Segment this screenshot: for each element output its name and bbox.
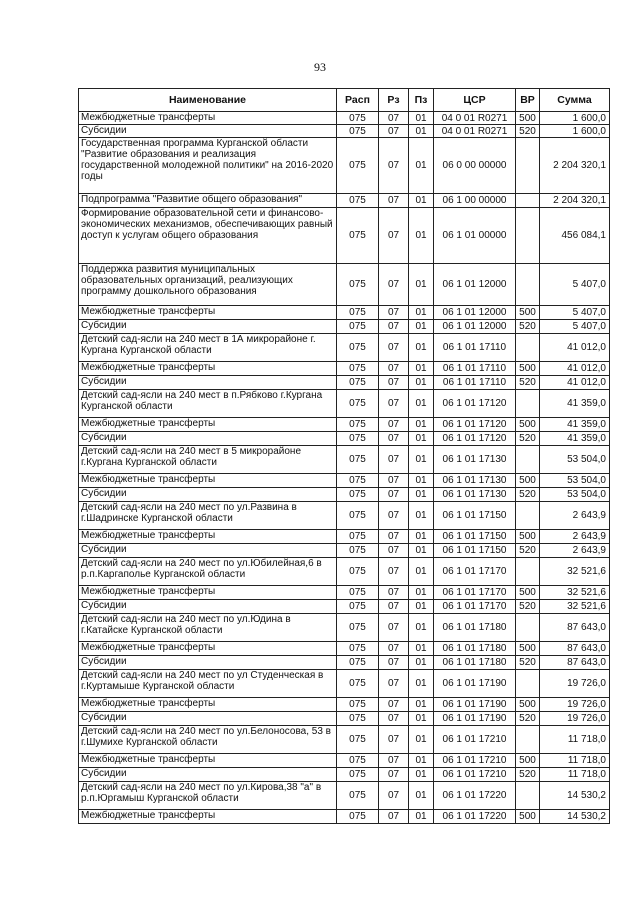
table-row [79,376,610,390]
cell-sum: 41 012,0 [540,376,610,390]
table-row [79,264,610,306]
cell-rasp: 075 [337,712,379,726]
cell-sum: 53 504,0 [540,488,610,502]
cell-csr: 06 1 01 17110 [434,362,516,376]
cell-rz: 07 [379,488,409,502]
cell-rz: 07 [379,264,409,306]
table-row [79,754,610,768]
cell-sum: 2 643,9 [540,544,610,558]
cell-vr: 520 [516,488,540,502]
cell-pz: 01 [409,112,434,125]
cell-csr: 06 1 01 17130 [434,488,516,502]
cell-name: Субсидии [79,432,337,446]
cell-pz: 01 [409,558,434,586]
cell-csr: 06 1 01 17220 [434,782,516,810]
table-row [79,474,610,488]
cell-rasp: 075 [337,768,379,782]
cell-rz: 07 [379,474,409,488]
cell-rz: 07 [379,362,409,376]
cell-pz: 01 [409,362,434,376]
cell-csr: 06 1 01 17170 [434,600,516,614]
cell-vr: 520 [516,432,540,446]
table-row [79,656,610,670]
cell-rz: 07 [379,194,409,208]
cell-csr: 06 1 01 17120 [434,418,516,432]
column-header-name: Наименование [79,89,337,112]
cell-sum: 1 600,0 [540,112,610,125]
cell-name: Межбюджетные трансферты [79,306,337,320]
cell-pz: 01 [409,698,434,712]
cell-sum: 11 718,0 [540,754,610,768]
cell-rasp: 075 [337,600,379,614]
cell-pz: 01 [409,614,434,642]
cell-name: Субсидии [79,768,337,782]
cell-rasp: 075 [337,544,379,558]
cell-rz: 07 [379,558,409,586]
cell-vr: 500 [516,474,540,488]
column-header-vr: ВР [516,89,540,112]
cell-csr: 06 1 01 17190 [434,712,516,726]
table-row [79,112,610,125]
cell-vr [516,390,540,418]
cell-pz: 01 [409,670,434,698]
cell-vr [516,446,540,474]
cell-name: Государственная программа Курганской области "Развитие образования и реализация государственной молодежной политики" на 2016-2020 годы [79,138,337,194]
cell-sum: 32 521,6 [540,600,610,614]
cell-csr: 06 1 01 17220 [434,810,516,824]
cell-pz: 01 [409,726,434,754]
cell-vr: 500 [516,362,540,376]
table-row [79,125,610,138]
budget-table [78,88,610,824]
table-row [79,334,610,362]
cell-pz: 01 [409,586,434,600]
cell-name: Субсидии [79,656,337,670]
table-row [79,768,610,782]
cell-vr: 500 [516,642,540,656]
cell-sum: 5 407,0 [540,306,610,320]
cell-csr: 06 1 01 12000 [434,306,516,320]
cell-sum: 87 643,0 [540,614,610,642]
cell-sum: 41 359,0 [540,432,610,446]
cell-rasp: 075 [337,488,379,502]
cell-csr: 06 1 01 17130 [434,474,516,488]
cell-rasp: 075 [337,112,379,125]
cell-rz: 07 [379,600,409,614]
cell-sum: 14 530,2 [540,782,610,810]
cell-rasp: 075 [337,264,379,306]
cell-csr: 06 1 01 17170 [434,586,516,600]
cell-name: Межбюджетные трансферты [79,642,337,656]
cell-vr [516,782,540,810]
cell-rz: 07 [379,530,409,544]
cell-pz: 01 [409,712,434,726]
table-row [79,726,610,754]
cell-name: Межбюджетные трансферты [79,586,337,600]
cell-rasp: 075 [337,194,379,208]
cell-rasp: 075 [337,390,379,418]
cell-vr: 500 [516,810,540,824]
cell-vr: 500 [516,306,540,320]
cell-pz: 01 [409,474,434,488]
cell-sum: 32 521,6 [540,558,610,586]
cell-rz: 07 [379,810,409,824]
cell-rasp: 075 [337,306,379,320]
cell-rz: 07 [379,782,409,810]
cell-name: Межбюджетные трансферты [79,754,337,768]
cell-name: Межбюджетные трансферты [79,112,337,125]
cell-vr [516,138,540,194]
table-row [79,418,610,432]
cell-rz: 07 [379,112,409,125]
cell-rasp: 075 [337,432,379,446]
table-row [79,362,610,376]
cell-sum: 19 726,0 [540,712,610,726]
cell-name: Детский сад-ясли на 240 мест по ул.Развина в г.Шадринске Курганской области [79,502,337,530]
cell-vr: 520 [516,768,540,782]
cell-csr: 06 1 01 17180 [434,614,516,642]
cell-vr [516,502,540,530]
cell-rz: 07 [379,376,409,390]
cell-name: Детский сад-ясли на 240 мест по ул.Юбилейная,6 в р.п.Каргаполье Курганской области [79,558,337,586]
cell-name: Детский сад-ясли на 240 мест по ул.Кирова,38 "а" в р.п.Юргамыш Курганской области [79,782,337,810]
cell-sum: 19 726,0 [540,698,610,712]
cell-vr: 500 [516,418,540,432]
cell-sum: 87 643,0 [540,656,610,670]
cell-sum: 5 407,0 [540,264,610,306]
column-header-pz: Пз [409,89,434,112]
cell-rasp: 075 [337,334,379,362]
cell-rz: 07 [379,446,409,474]
cell-pz: 01 [409,125,434,138]
column-header-rz: Рз [379,89,409,112]
cell-pz: 01 [409,488,434,502]
cell-csr: 06 1 01 17190 [434,670,516,698]
table-row [79,446,610,474]
cell-sum: 2 643,9 [540,530,610,544]
cell-rasp: 075 [337,642,379,656]
cell-csr: 06 1 01 17180 [434,642,516,656]
cell-pz: 01 [409,600,434,614]
cell-vr: 500 [516,754,540,768]
cell-sum: 456 084,1 [540,208,610,264]
table-row [79,558,610,586]
cell-vr [516,194,540,208]
cell-rasp: 075 [337,474,379,488]
cell-sum: 53 504,0 [540,446,610,474]
table-body [79,112,610,824]
cell-pz: 01 [409,320,434,334]
cell-rasp: 075 [337,656,379,670]
cell-pz: 01 [409,502,434,530]
cell-vr [516,334,540,362]
page-number: 93 [314,60,326,74]
cell-vr: 500 [516,698,540,712]
cell-rasp: 075 [337,810,379,824]
cell-sum: 5 407,0 [540,320,610,334]
cell-csr: 06 1 01 17110 [434,376,516,390]
cell-rz: 07 [379,614,409,642]
cell-rz: 07 [379,306,409,320]
cell-csr: 06 1 01 17150 [434,502,516,530]
cell-pz: 01 [409,418,434,432]
cell-vr [516,726,540,754]
cell-rz: 07 [379,432,409,446]
cell-rz: 07 [379,670,409,698]
cell-vr: 520 [516,125,540,138]
cell-rasp: 075 [337,614,379,642]
table-row [79,432,610,446]
cell-pz: 01 [409,432,434,446]
cell-sum: 11 718,0 [540,726,610,754]
cell-rz: 07 [379,138,409,194]
cell-pz: 01 [409,754,434,768]
cell-pz: 01 [409,208,434,264]
cell-rz: 07 [379,418,409,432]
cell-csr: 06 1 01 12000 [434,264,516,306]
table-row [79,530,610,544]
cell-csr: 06 1 01 17120 [434,432,516,446]
cell-vr [516,614,540,642]
cell-sum: 19 726,0 [540,670,610,698]
cell-csr: 06 1 01 17180 [434,656,516,670]
cell-sum: 11 718,0 [540,768,610,782]
cell-rz: 07 [379,390,409,418]
cell-name: Субсидии [79,544,337,558]
cell-sum: 14 530,2 [540,810,610,824]
table-row [79,586,610,600]
cell-csr: 06 1 01 17150 [434,530,516,544]
cell-name: Субсидии [79,600,337,614]
cell-name: Детский сад-ясли на 240 мест в 5 микрорайоне г.Кургана Курганской области [79,446,337,474]
cell-vr: 500 [516,530,540,544]
cell-pz: 01 [409,376,434,390]
table-row [79,390,610,418]
cell-name: Субсидии [79,712,337,726]
table-row [79,208,610,264]
cell-name: Детский сад-ясли на 240 мест по ул Студенческая в г.Куртамыше Курганской области [79,670,337,698]
cell-vr [516,208,540,264]
table-row [79,194,610,208]
table-header-row [79,89,610,112]
cell-rz: 07 [379,754,409,768]
cell-rz: 07 [379,586,409,600]
cell-vr: 500 [516,586,540,600]
cell-sum: 2 204 320,1 [540,138,610,194]
table-row [79,320,610,334]
cell-name: Субсидии [79,488,337,502]
table-row [79,698,610,712]
cell-rz: 07 [379,726,409,754]
table-row [79,502,610,530]
table-row [79,138,610,194]
cell-csr: 06 1 01 17210 [434,754,516,768]
cell-csr: 06 1 01 17210 [434,726,516,754]
cell-pz: 01 [409,306,434,320]
cell-sum: 41 359,0 [540,390,610,418]
cell-rasp: 075 [337,125,379,138]
cell-pz: 01 [409,642,434,656]
cell-rasp: 075 [337,320,379,334]
cell-name: Поддержка развития муниципальных образовательных организаций, реализующих программу дошкольного образования [79,264,337,306]
cell-sum: 41 359,0 [540,418,610,432]
cell-rz: 07 [379,712,409,726]
cell-rasp: 075 [337,362,379,376]
cell-pz: 01 [409,194,434,208]
cell-csr: 04 0 01 R0271 [434,125,516,138]
cell-sum: 87 643,0 [540,642,610,656]
table-row [79,712,610,726]
table-row [79,600,610,614]
table-row [79,614,610,642]
cell-csr: 06 1 01 17190 [434,698,516,712]
cell-name: Межбюджетные трансферты [79,362,337,376]
cell-rasp: 075 [337,754,379,768]
cell-pz: 01 [409,446,434,474]
table-row [79,642,610,656]
cell-name: Подпрограмма "Развитие общего образования" [79,194,337,208]
cell-rz: 07 [379,334,409,362]
cell-rasp: 075 [337,726,379,754]
cell-pz: 01 [409,544,434,558]
cell-rasp: 075 [337,446,379,474]
cell-name: Формирование образовательной сети и финансово-экономических механизмов, обеспечивающих равный доступ к услугам общего образования [79,208,337,264]
cell-pz: 01 [409,264,434,306]
cell-csr: 04 0 01 R0271 [434,112,516,125]
cell-sum: 41 012,0 [540,334,610,362]
cell-sum: 2 643,9 [540,502,610,530]
cell-rasp: 075 [337,208,379,264]
cell-pz: 01 [409,656,434,670]
cell-name: Детский сад-ясли на 240 мест по ул.Юдина в г.Катайске Курганской области [79,614,337,642]
cell-vr: 520 [516,656,540,670]
cell-rz: 07 [379,642,409,656]
cell-name: Детский сад-ясли на 240 мест по ул.Белоносова, 53 в г.Шумихе Курганской области [79,726,337,754]
cell-rz: 07 [379,125,409,138]
cell-name: Межбюджетные трансферты [79,810,337,824]
cell-rasp: 075 [337,418,379,432]
cell-rasp: 075 [337,698,379,712]
cell-vr [516,558,540,586]
table-row [79,488,610,502]
cell-vr: 500 [516,112,540,125]
cell-vr: 520 [516,600,540,614]
cell-csr: 06 1 01 17110 [434,334,516,362]
table-row [79,782,610,810]
table-row [79,670,610,698]
cell-rz: 07 [379,656,409,670]
cell-rasp: 075 [337,670,379,698]
cell-rz: 07 [379,502,409,530]
cell-rasp: 075 [337,586,379,600]
cell-sum: 53 504,0 [540,474,610,488]
cell-vr: 520 [516,712,540,726]
cell-rz: 07 [379,768,409,782]
cell-vr [516,670,540,698]
cell-sum: 2 204 320,1 [540,194,610,208]
cell-pz: 01 [409,390,434,418]
cell-rasp: 075 [337,530,379,544]
cell-pz: 01 [409,768,434,782]
cell-csr: 06 1 01 17150 [434,544,516,558]
cell-pz: 01 [409,138,434,194]
cell-rasp: 075 [337,782,379,810]
cell-csr: 06 1 01 17210 [434,768,516,782]
cell-csr: 06 1 00 00000 [434,194,516,208]
table-row [79,544,610,558]
cell-name: Межбюджетные трансферты [79,698,337,712]
cell-name: Межбюджетные трансферты [79,474,337,488]
cell-rasp: 075 [337,558,379,586]
column-header-sum: Сумма [540,89,610,112]
cell-rz: 07 [379,208,409,264]
cell-pz: 01 [409,782,434,810]
cell-name: Субсидии [79,376,337,390]
column-header-rasp: Расп [337,89,379,112]
cell-name: Субсидии [79,125,337,138]
table-row [79,810,610,824]
cell-vr [516,264,540,306]
cell-vr: 520 [516,376,540,390]
cell-sum: 32 521,6 [540,586,610,600]
cell-rasp: 075 [337,376,379,390]
cell-csr: 06 1 01 17130 [434,446,516,474]
cell-csr: 06 1 01 00000 [434,208,516,264]
column-header-csr: ЦСР [434,89,516,112]
cell-name: Детский сад-ясли на 240 мест в п.Рябково г.Кургана Курганской области [79,390,337,418]
table-row [79,306,610,320]
cell-csr: 06 0 00 00000 [434,138,516,194]
cell-pz: 01 [409,334,434,362]
cell-vr: 520 [516,320,540,334]
cell-sum: 41 012,0 [540,362,610,376]
cell-pz: 01 [409,530,434,544]
cell-rasp: 075 [337,502,379,530]
cell-csr: 06 1 01 17170 [434,558,516,586]
cell-rz: 07 [379,698,409,712]
cell-rz: 07 [379,320,409,334]
cell-name: Межбюджетные трансферты [79,418,337,432]
cell-name: Субсидии [79,320,337,334]
cell-csr: 06 1 01 17120 [434,390,516,418]
cell-vr: 520 [516,544,540,558]
cell-csr: 06 1 01 12000 [434,320,516,334]
cell-rz: 07 [379,544,409,558]
cell-rasp: 075 [337,138,379,194]
cell-name: Межбюджетные трансферты [79,530,337,544]
cell-name: Детский сад-ясли на 240 мест в 1А микрорайоне г. Кургана Курганской области [79,334,337,362]
cell-pz: 01 [409,810,434,824]
cell-sum: 1 600,0 [540,125,610,138]
